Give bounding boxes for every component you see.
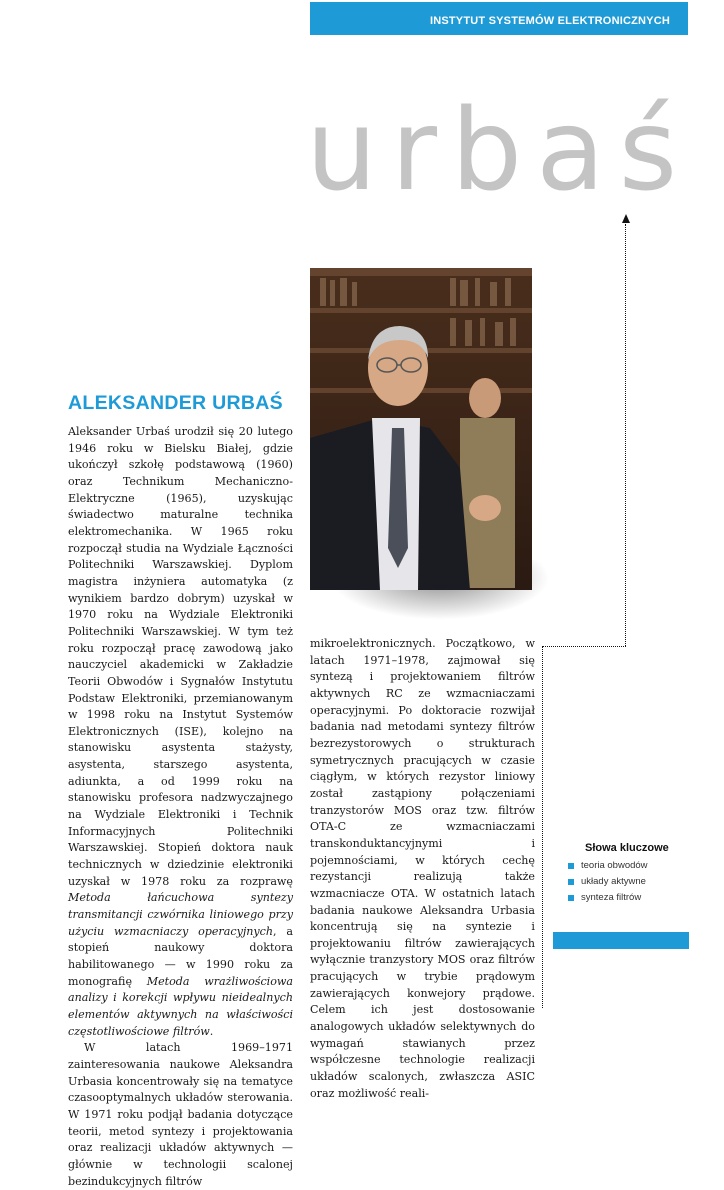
header-bar <box>310 2 688 35</box>
keywords-title: Słowa kluczowe <box>585 842 669 854</box>
body-text-column-2 <box>310 636 535 1102</box>
paragraph: Aleksander Urbaś urodził się 20 lutego 1946 roku w Bielsku Białej, gdzie ukończył szkołę podstawową (1960) oraz Technikum Mechaniczno-Elektryczne (1965), uzyskując świadectwo maturalne technika elektromechanika. W 1965 roku rozpoczął studia na Wydziale Łączności Politechniki Warszawskiej. Dyplom magistra inżyniera automatyka (z wynikiem bardzo dobrym) uzyskał w 1970 roku na Wydziale Elektroniki Politechniki Warszawskiej. W tym też roku rozpoczął pracę zawodową jako nauczyciel akademicki w Zakładzie Teorii Obwodów i Sygnałów Instytutu Podstaw Elektroniki, przemianowanym w 1998 roku na Instytut Systemów Elektronicznych (ISE), kolejno na stanowisku asystenta stażysty, asystenta, starszego asystenta, adiunkta, a od 1999 roku na stanowisku profesora nadzwyczajnego na Wydziale Elektroniki i Technik Informacyjnych Politechniki Warszawskiej. Stopień doktora nauk technicznych w dziedzinie elektroniki uzyskał w 1978 roku za rozprawę Metoda łańcuchowa syntezy transmitancji czwórnika liniowego przy użyciu wzmacniaczy operacyjnych, a stopień naukowy doktora habilitowanego — w 1990 roku za monografię Metoda wrażliwościowa analizy i korekcji wpływu nieidealnych elementów aktywnych na właściwości częstotliwościowe filtrów. <box>68 425 293 1038</box>
footer-bar <box>553 932 689 949</box>
keyword-item: układy aktywne <box>568 874 648 890</box>
square-bullet-icon <box>568 879 574 885</box>
dotted-guide-line <box>542 646 543 1008</box>
square-bullet-icon <box>568 895 574 901</box>
paragraph: W latach 1969–1971 zainteresowania naukowe Aleksandra Urbasia koncentrowały się na tematyce czasooptymalnych układów sterowania. W 1971 roku podjął badania dotyczące teorii, metod syntezy i projektowania oraz realizacji układów aktywnych — głównie w technologii scalonej bezindukcyjnych filtrów <box>68 1041 293 1188</box>
dotted-guide-line <box>542 646 626 647</box>
article-title: ALEKSANDER URBAŚ <box>68 392 283 414</box>
paragraph: mikroelektronicznych. Początkowo, w latach 1971–1978, zajmował się syntezą i projektowaniem filtrów aktywnych RC ze wzmacniaczami operacyjnymi. Po doktoracie rozwijał badania nad metodami syntezy filtrów bezrezystorowych o strukturach symetrycznych pracujących w czasie ciągłym, w których rezystor liniowy został zastąpiony połączeniami tranzystorów MOS oraz tzw. filtrów OTA-C ze wzmacniaczami transkonduktancyjnymi i pojemnościami, w których cechę rezystancji realizują także wzmacniacze OTA. W ostatnich latach badania naukowe Aleksandra Urbasia koncentrują się na syntezie i projektowaniu filtrów zawierających wyłącznie tranzystory MOS oraz filtrów pracujących w trybie prądowym zawierających konwejory prądowe. Celem ich jest dostosowanie analogowych układów selektywnych do wymagań stawianych przez współczesne technologie realizacji układów scalonych, zwłaszcza ASIC oraz możliwość reali- <box>310 637 535 1100</box>
surname-display: urbaś <box>306 86 692 216</box>
square-bullet-icon <box>568 863 574 869</box>
portrait-photo <box>310 268 532 590</box>
arrow-up-icon <box>622 214 630 223</box>
keywords-list <box>568 858 648 906</box>
dotted-guide-line <box>625 224 626 646</box>
body-text-column-1 <box>68 424 293 1190</box>
institute-name: INSTYTUT SYSTEMÓW ELEKTRONICZNYCH <box>429 15 670 27</box>
keyword-item: teoria obwodów <box>568 858 648 874</box>
keyword-item: synteza filtrów <box>568 890 648 906</box>
